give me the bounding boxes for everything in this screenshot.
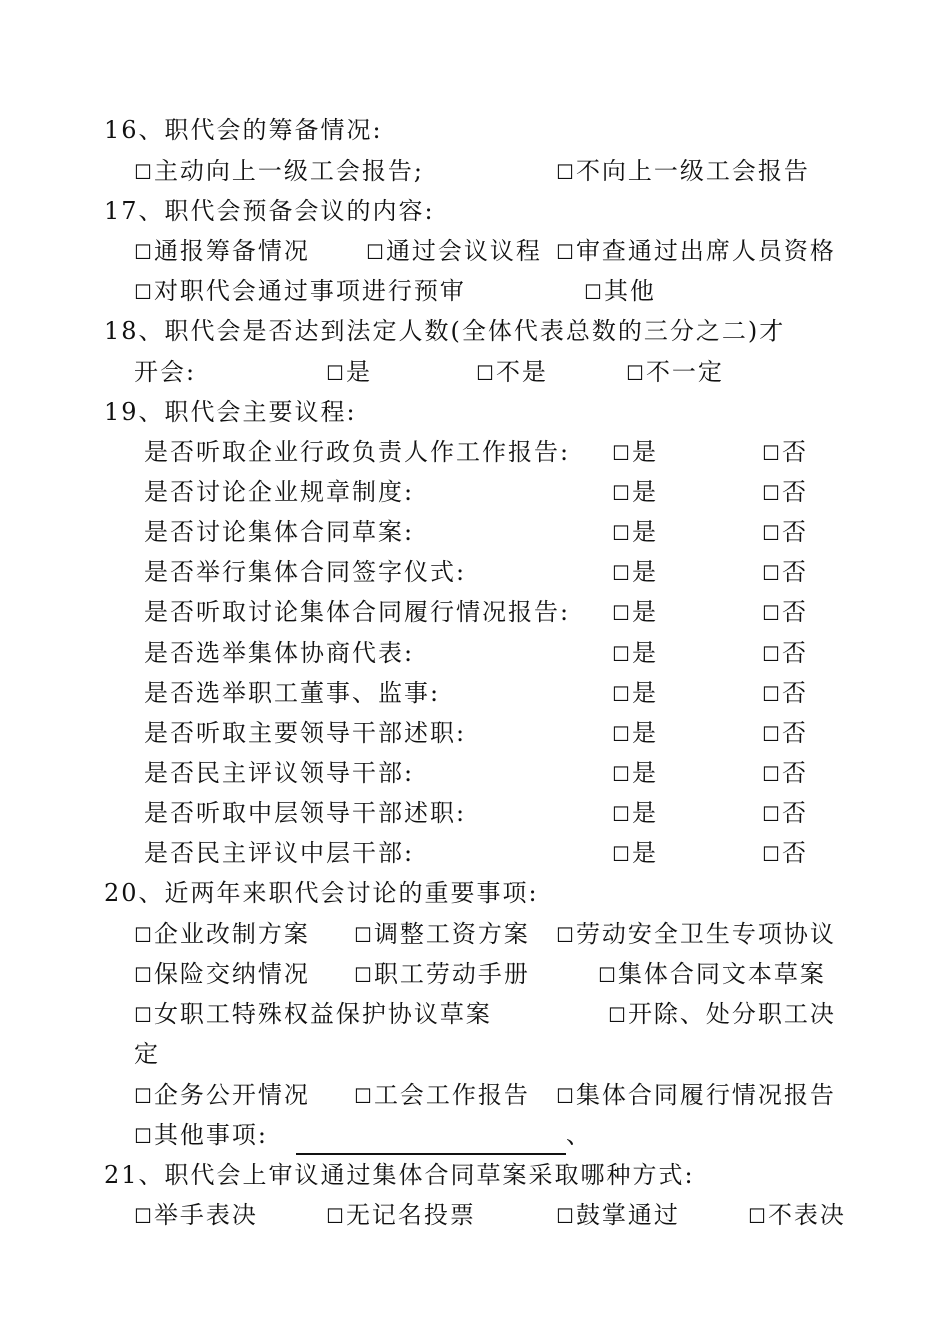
checkbox-icon: ☐ <box>762 641 780 666</box>
option-yes[interactable]: ☐是 <box>612 512 658 553</box>
agenda-item-label: 是否民主评议领导干部: <box>144 758 415 787</box>
option-other[interactable]: ☐其他 <box>584 271 656 312</box>
option-no[interactable]: ☐否 <box>762 592 808 633</box>
option-no[interactable]: ☐否 <box>762 432 808 473</box>
question-17-options-row2 <box>0 271 950 311</box>
option-dismissal-decision-cont: 定 <box>134 1040 160 1068</box>
checkbox-icon: ☐ <box>748 1204 766 1228</box>
agenda-item-label: 是否选举集体协商代表: <box>144 638 415 667</box>
question-20-options-row3-cont <box>0 1034 950 1074</box>
checkbox-icon: ☐ <box>612 641 630 666</box>
agenda-item-label: 是否讨论企业规章制度: <box>144 478 415 507</box>
agenda-item-row <box>0 793 950 833</box>
checkbox-icon: ☐ <box>762 801 780 826</box>
question-18-options <box>0 352 950 392</box>
checkbox-icon: ☐ <box>134 1003 152 1027</box>
option-female-worker-protection[interactable]: ☐女职工特殊权益保护协议草案 <box>134 994 492 1035</box>
checkbox-icon: ☐ <box>134 1124 152 1148</box>
option-no[interactable]: ☐否 <box>762 673 808 714</box>
option-no[interactable]: ☐否 <box>762 512 808 553</box>
checkbox-icon: ☐ <box>556 1204 574 1228</box>
agenda-item-row <box>0 753 950 793</box>
option-yes[interactable]: ☐是 <box>612 633 658 674</box>
question-16-options <box>0 151 950 191</box>
checkbox-icon: ☐ <box>762 842 780 866</box>
checkbox-icon: ☐ <box>134 1204 152 1228</box>
option-yes[interactable]: ☐是 <box>612 833 658 874</box>
option-yes[interactable]: ☐是 <box>612 713 658 754</box>
checkbox-icon: ☐ <box>556 1084 574 1108</box>
checkbox-icon: ☐ <box>354 923 372 947</box>
checkbox-icon: ☐ <box>762 601 780 626</box>
option-secret-ballot[interactable]: ☐无记名投票 <box>326 1195 476 1236</box>
agenda-item-label: 是否讨论集体合同草案: <box>144 518 415 547</box>
question-18-title: 18、职代会是否达到法定人数(全体代表总数的三分之二)才 <box>104 317 786 345</box>
checkbox-icon: ☐ <box>612 601 630 626</box>
option-insurance-payment[interactable]: ☐保险交纳情况 <box>134 954 310 995</box>
checkbox-icon: ☐ <box>612 761 630 786</box>
checkbox-icon: ☐ <box>134 923 152 947</box>
question-20-options-row2 <box>0 954 950 994</box>
other-matters-blank[interactable]: 、 <box>290 1115 592 1155</box>
agenda-item-label: 是否听取中层领导干部述职: <box>144 798 467 827</box>
option-no[interactable]: ☐否 <box>762 793 808 834</box>
option-yes[interactable]: ☐是 <box>612 753 658 794</box>
question-21-title: 21、职代会上审议通过集体合同草案采取哪种方式: <box>104 1161 695 1189</box>
option-employee-handbook[interactable]: ☐职工劳动手册 <box>354 954 530 995</box>
checkbox-icon: ☐ <box>612 842 630 866</box>
option-pass-agenda[interactable]: ☐通过会议议程 <box>366 231 542 272</box>
option-yes[interactable]: ☐是 <box>612 432 658 473</box>
option-restructuring-plan[interactable]: ☐企业改制方案 <box>134 914 310 955</box>
agenda-item-row <box>0 633 950 673</box>
question-20-options-row3 <box>0 994 950 1034</box>
option-acclamation[interactable]: ☐鼓掌通过 <box>556 1195 680 1236</box>
checkbox-icon: ☐ <box>612 801 630 826</box>
option-affairs-disclosure[interactable]: ☐企务公开情况 <box>134 1075 310 1116</box>
question-16 <box>0 110 950 150</box>
option-yes[interactable]: ☐是 <box>612 793 658 834</box>
question-21-options <box>0 1195 950 1235</box>
checkbox-icon: ☐ <box>354 963 372 987</box>
option-no[interactable]: ☐否 <box>762 633 808 674</box>
checkbox-icon: ☐ <box>762 721 780 746</box>
option-yes[interactable]: ☐是 <box>612 472 658 513</box>
option-no[interactable]: ☐否 <box>762 472 808 513</box>
checkbox-icon: ☐ <box>612 681 630 706</box>
agenda-item-row <box>0 552 950 592</box>
checkbox-icon: ☐ <box>134 1084 152 1108</box>
option-not-sure[interactable]: ☐不一定 <box>626 352 724 393</box>
option-notify-preparation[interactable]: ☐通报筹备情况 <box>134 231 310 272</box>
checkbox-icon: ☐ <box>612 481 630 506</box>
option-not-report-upper-union[interactable]: ☐不向上一级工会报告 <box>556 151 810 192</box>
checkbox-icon: ☐ <box>612 441 630 465</box>
question-17-options-row1 <box>0 231 950 271</box>
question-16-title: 16、职代会的筹备情况: <box>104 116 383 144</box>
agenda-item-row <box>0 713 950 753</box>
option-yes[interactable]: ☐是 <box>326 352 372 393</box>
checkbox-icon: ☐ <box>556 240 574 264</box>
question-20-options-row5 <box>0 1115 950 1155</box>
agenda-item-row <box>0 512 950 552</box>
agenda-item-row <box>0 592 950 632</box>
checkbox-icon: ☐ <box>762 481 780 506</box>
question-21 <box>0 1155 950 1195</box>
checkbox-icon: ☐ <box>134 240 152 264</box>
checkbox-icon: ☐ <box>608 1003 626 1027</box>
checkbox-icon: ☐ <box>326 361 344 385</box>
option-contract-draft[interactable]: ☐集体合同文本草案 <box>598 954 826 995</box>
question-20 <box>0 873 950 913</box>
option-wage-adjustment[interactable]: ☐调整工资方案 <box>354 914 530 955</box>
checkbox-icon: ☐ <box>476 361 494 385</box>
option-no[interactable]: ☐否 <box>762 552 808 593</box>
checkbox-icon: ☐ <box>762 521 780 546</box>
checkbox-icon: ☐ <box>326 1204 344 1228</box>
option-no-vote[interactable]: ☐不表决 <box>748 1195 846 1236</box>
checkbox-icon: ☐ <box>366 240 384 264</box>
option-union-report[interactable]: ☐工会工作报告 <box>354 1075 530 1116</box>
checkbox-icon: ☐ <box>762 681 780 706</box>
option-safety-agreement[interactable]: ☐劳动安全卫生专项协议 <box>556 914 836 955</box>
option-contract-performance-report[interactable]: ☐集体合同履行情况报告 <box>556 1075 836 1116</box>
question-19 <box>0 392 950 432</box>
option-yes[interactable]: ☐是 <box>612 673 658 714</box>
option-no[interactable]: ☐否 <box>762 713 808 754</box>
agenda-item-label: 是否选举职工董事、监事: <box>144 678 441 707</box>
option-pre-review-items[interactable]: ☐对职代会通过事项进行预审 <box>134 271 466 312</box>
checkbox-icon: ☐ <box>134 280 152 304</box>
option-yes[interactable]: ☐是 <box>612 552 658 593</box>
checkbox-icon: ☐ <box>626 361 644 385</box>
fill-in-line[interactable] <box>296 1121 566 1155</box>
option-dismissal-decision[interactable]: ☐开除、处分职工决 <box>608 994 836 1035</box>
option-yes[interactable]: ☐是 <box>612 592 658 633</box>
question-18 <box>0 311 950 351</box>
question-20-options-row4 <box>0 1075 950 1115</box>
checkbox-icon: ☐ <box>134 963 152 987</box>
agenda-item-label: 是否听取主要领导干部述职: <box>144 718 467 747</box>
agenda-item-label: 是否听取企业行政负责人作工作报告: <box>144 438 571 466</box>
checkbox-icon: ☐ <box>598 963 616 987</box>
checkbox-icon: ☐ <box>354 1084 372 1108</box>
checkbox-icon: ☐ <box>556 160 574 184</box>
agenda-item-label: 是否民主评议中层干部: <box>144 839 415 867</box>
question-20-options-row1 <box>0 914 950 954</box>
agenda-item-label: 是否举行集体合同签字仪式: <box>144 558 467 587</box>
option-show-of-hands[interactable]: ☐举手表决 <box>134 1195 258 1236</box>
question-20-title: 20、近两年来职代会讨论的重要事项: <box>104 879 539 907</box>
checkbox-icon: ☐ <box>762 761 780 786</box>
agenda-item-label: 是否听取讨论集体合同履行情况报告: <box>144 598 571 627</box>
checkbox-icon: ☐ <box>134 160 152 184</box>
option-no[interactable]: ☐否 <box>762 753 808 794</box>
checkbox-icon: ☐ <box>556 923 574 947</box>
checkbox-icon: ☐ <box>612 561 630 586</box>
option-no[interactable]: ☐不是 <box>476 352 548 393</box>
option-review-attendee-qualification[interactable]: ☐审查通过出席人员资格 <box>556 231 836 272</box>
question-17 <box>0 191 950 231</box>
question-17-title: 17、职代会预备会议的内容: <box>104 197 435 225</box>
agenda-item-row <box>0 833 950 873</box>
checkbox-icon: ☐ <box>612 721 630 746</box>
agenda-item-row <box>0 673 950 713</box>
checkbox-icon: ☐ <box>762 441 780 465</box>
question-19-title: 19、职代会主要议程: <box>104 398 357 426</box>
option-no[interactable]: ☐否 <box>762 833 808 874</box>
checkbox-icon: ☐ <box>584 280 602 304</box>
checkbox-icon: ☐ <box>762 561 780 586</box>
agenda-item-row <box>0 432 950 472</box>
option-other-matters[interactable]: ☐其他事项: <box>134 1115 268 1156</box>
option-report-upper-union[interactable]: ☐主动向上一级工会报告; <box>134 151 424 192</box>
agenda-item-row <box>0 472 950 512</box>
checkbox-icon: ☐ <box>612 521 630 546</box>
question-18-title-cont: 开会: <box>134 358 197 386</box>
